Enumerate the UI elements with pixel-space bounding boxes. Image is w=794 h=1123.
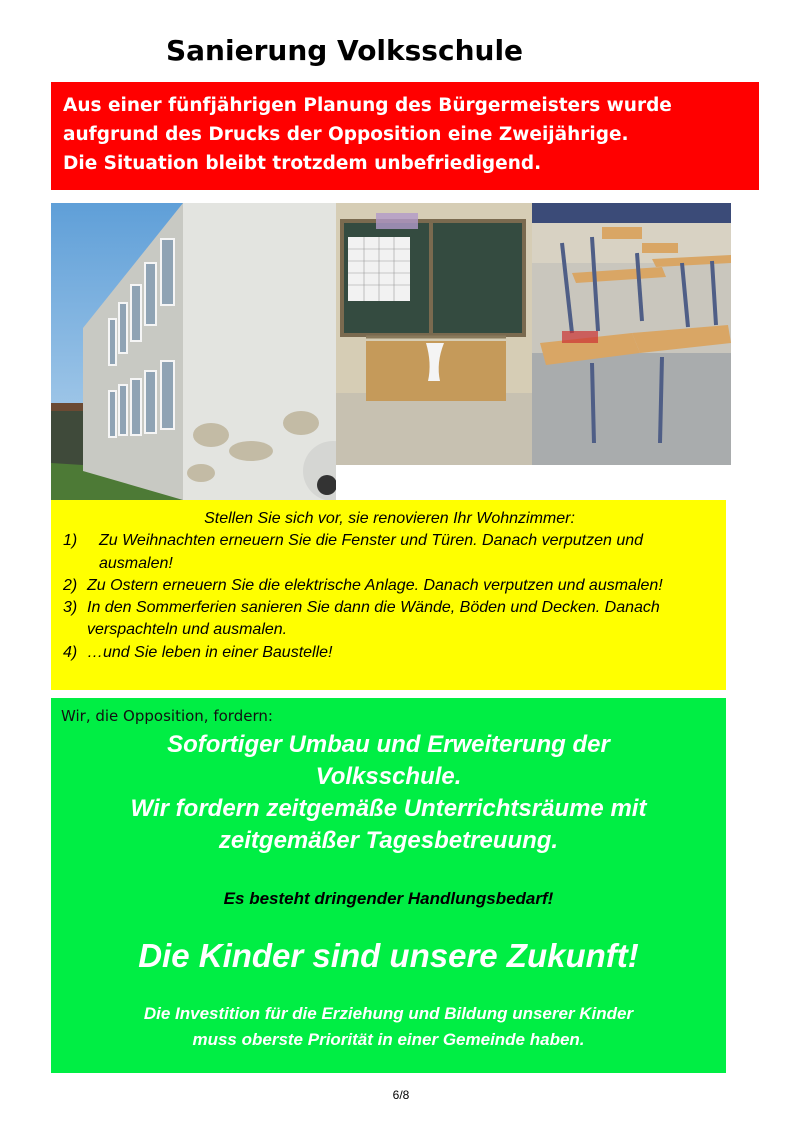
demand-box: [51, 698, 726, 1073]
classroom-blackboard-photo: [336, 203, 532, 465]
list-item-number: 1): [63, 532, 78, 550]
investment-line: muss oberste Priorität in einer Gemeinde haben.: [192, 1030, 585, 1049]
investment-note: [61, 1001, 716, 1053]
demand-line: Sofortiger Umbau und Erweiterung der: [167, 731, 610, 758]
school-building-photo: [51, 203, 336, 500]
future-slogan: Die Kinder sind unsere Zukunft!: [138, 937, 639, 974]
page-number: 6/8: [392, 1088, 410, 1102]
list-item-text: In den Sommerferien sanieren Sie dann die Wände, Böden und Decken. Danach verspachteln und ausmalen.: [87, 599, 660, 639]
demand-statement: [61, 729, 716, 857]
scenario-intro: Stellen Sie sich vor, sie renovieren Ihr Wohnzimmer:: [204, 510, 575, 527]
list-item-number: 3): [63, 599, 78, 617]
urgent-note: Es besteht dringender Handlungsbedarf!: [223, 889, 554, 908]
list-item-number: 2): [63, 576, 78, 594]
intro-line: Die Situation bleibt trotzdem unbefriedigend.: [63, 153, 542, 174]
list-item: [63, 530, 716, 575]
intro-box: [51, 82, 759, 190]
list-item: [63, 575, 716, 597]
demand-line: Volksschule.: [315, 763, 462, 790]
list-item-text: …und Sie leben in einer Baustelle!: [87, 643, 333, 661]
page-title: Sanierung Volksschule: [166, 34, 524, 67]
list-item-text: Zu Ostern erneuern Sie die elektrische Anlage. Danach verputzen und ausmalen!: [87, 576, 663, 594]
demand-line: Wir fordern zeitgemäße Unterrichtsräume mit: [130, 795, 647, 822]
intro-line: Aus einer fünfjährigen Planung des Bürgermeisters wurde: [63, 95, 672, 116]
list-item-number: 4): [63, 643, 78, 661]
demand-lead: Wir, die Opposition, fordern:: [61, 707, 273, 725]
intro-line: aufgrund des Drucks der Opposition eine Zweijährige.: [63, 124, 629, 145]
list-item: [63, 597, 716, 642]
investment-line: Die Investition für die Erziehung und Bildung unserer Kinder: [143, 1004, 634, 1023]
list-item: [63, 642, 716, 664]
demand-line: zeitgemäßer Tagesbetreuung.: [218, 827, 559, 854]
scenario-box: [51, 500, 726, 690]
list-item-text: Zu Weihnachten erneuern Sie die Fenster und Türen. Danach verputzen und ausmalen!: [99, 532, 644, 572]
classroom-desks-photo: [532, 203, 731, 465]
